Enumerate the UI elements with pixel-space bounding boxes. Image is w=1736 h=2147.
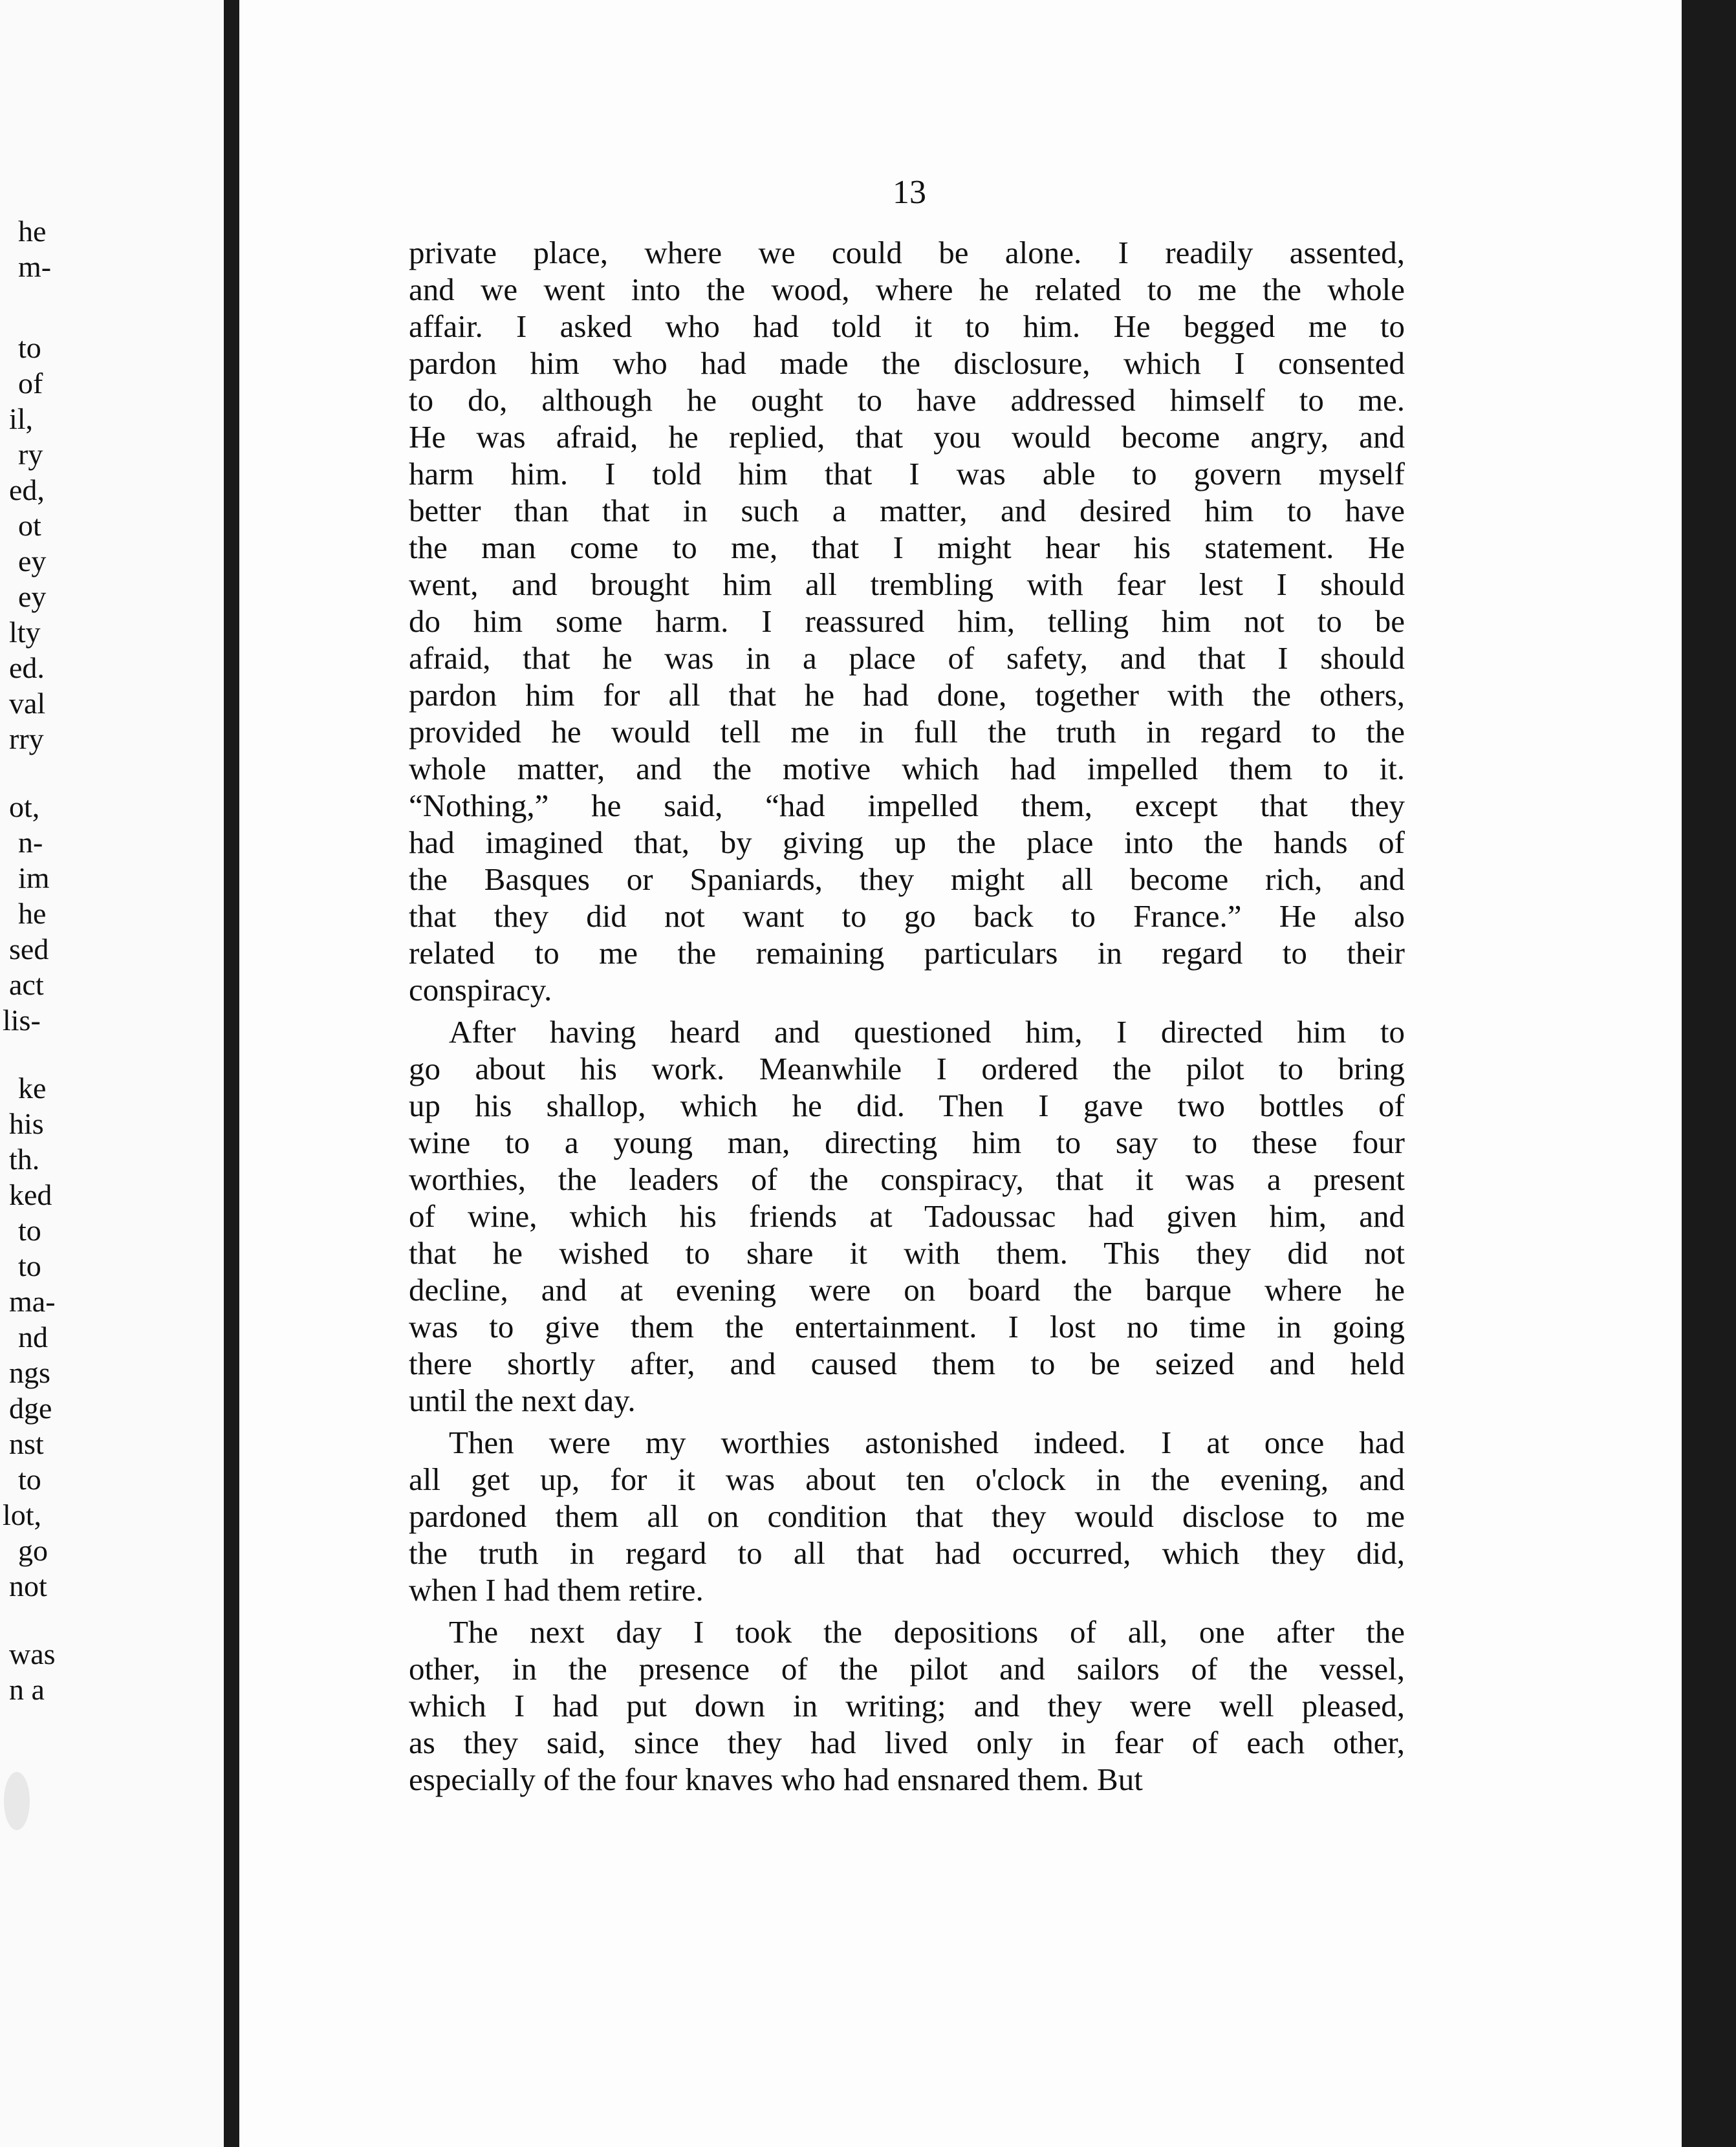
- left-page-fragment: his: [9, 1107, 44, 1140]
- text-line: of wine, which his friends at Tadoussac had given him, and: [409, 1198, 1405, 1234]
- left-page-fragment: ked: [9, 1178, 52, 1211]
- text-line: the Basques or Spaniards, they might all become rich, and: [409, 861, 1405, 897]
- text-line: until the next day.: [409, 1383, 636, 1418]
- left-page-fragment: im: [18, 861, 50, 894]
- text-line: wine to a young man, directing him to say to these four: [409, 1125, 1405, 1160]
- left-page-fragment: n a: [9, 1673, 45, 1706]
- left-page-fragment: ot: [18, 509, 41, 542]
- left-page-fragment: ot,: [9, 790, 40, 823]
- book-gutter: [224, 0, 239, 2147]
- left-page-fragment: to: [18, 331, 41, 364]
- left-page-fragment: not: [9, 1570, 47, 1602]
- left-page-fragment: nst: [9, 1427, 44, 1460]
- left-page-edge: [0, 0, 224, 2147]
- text-line: pardon him for all that he had done, together with the others,: [409, 677, 1405, 713]
- text-line: afraid, that he was in a place of safety, and that I should: [409, 640, 1405, 676]
- text-line: the man come to me, that I might hear his statement. He: [409, 530, 1405, 565]
- left-page-fragment: ry: [18, 438, 43, 471]
- text-line: affair. I asked who had told it to him. He begged me to: [409, 308, 1405, 344]
- left-page-fragment: ed.: [9, 651, 45, 684]
- text-line: that they did not want to go back to France.” He also: [409, 898, 1405, 934]
- text-line: there shortly after, and caused them to be seized and held: [409, 1346, 1405, 1381]
- left-page-fragment: to: [18, 1249, 41, 1282]
- left-page-fragment: lot,: [3, 1498, 42, 1531]
- left-page-fragment: lty: [9, 616, 41, 649]
- text-line: “Nothing,” he said, “had impelled them, except that they: [409, 788, 1405, 823]
- text-line: do him some harm. I reassured him, telling him not to be: [409, 603, 1405, 639]
- text-line: pardon him who had made the disclosure, which I consented: [409, 345, 1405, 381]
- left-page-fragment: act: [9, 968, 44, 1001]
- page-body-text: [409, 234, 1405, 1798]
- text-line: all get up, for it was about ten o'clock in the evening, and: [409, 1462, 1405, 1497]
- text-line: whole matter, and the motive which had impelled them to it.: [409, 751, 1405, 786]
- left-page-fragment: th.: [9, 1143, 40, 1176]
- text-line: went, and brought him all trembling with fear lest I should: [409, 566, 1405, 602]
- left-page-fragment: he: [18, 897, 47, 930]
- left-page-fragment: he: [18, 215, 47, 248]
- text-line: to do, although he ought to have addressed himself to me.: [409, 382, 1405, 418]
- text-line: up his shallop, which he did. Then I gave two bottles of: [409, 1088, 1405, 1123]
- text-line: After having heard and questioned him, I directed him to: [449, 1014, 1405, 1050]
- text-line: the truth in regard to all that had occurred, which they did,: [409, 1535, 1405, 1571]
- text-line: especially of the four knaves who had ensnared them. But: [409, 1762, 1143, 1797]
- text-line: and we went into the wood, where he related to me the whole: [409, 272, 1405, 307]
- left-page-fragment: was: [9, 1637, 56, 1670]
- left-page-fragment: to: [18, 1214, 41, 1247]
- left-page-fragment: dge: [9, 1392, 52, 1425]
- left-page-fragment: ed,: [9, 473, 45, 506]
- left-page-fragment: sed: [9, 933, 49, 966]
- left-page-fragment: of: [18, 367, 43, 400]
- page-edge-shadow: [1682, 0, 1736, 2147]
- left-page-fragment: ke: [18, 1072, 47, 1105]
- paragraph: [409, 1424, 1405, 1608]
- text-line: harm him. I told him that I was able to govern myself: [409, 456, 1405, 491]
- text-line: decline, and at evening were on board the barque where he: [409, 1272, 1405, 1308]
- text-line: He was afraid, he replied, that you would become angry, and: [409, 419, 1405, 455]
- left-page-fragment: ey: [18, 545, 47, 577]
- text-line: when I had them retire.: [409, 1572, 704, 1608]
- left-page-fragment: rry: [9, 722, 44, 755]
- text-line: that he wished to share it with them. This they did not: [409, 1235, 1405, 1271]
- left-page-fragment: val: [9, 687, 46, 720]
- text-line: private place, where we could be alone. I readily assented,: [409, 235, 1405, 270]
- left-page-fragment: n-: [18, 826, 43, 859]
- page-number: 13: [893, 174, 926, 211]
- text-line: Then were my worthies astonished indeed. I at once had: [449, 1425, 1405, 1460]
- left-page-fragment: lis-: [3, 1004, 41, 1037]
- left-page-fragment: nd: [18, 1321, 48, 1354]
- text-line: go about his work. Meanwhile I ordered the pilot to bring: [409, 1051, 1405, 1086]
- ink-blot: [4, 1772, 30, 1830]
- left-page-fragment: go: [18, 1534, 48, 1567]
- left-page-fragment: ma-: [9, 1285, 56, 1318]
- left-page-fragment: il,: [9, 402, 34, 435]
- left-page-fragment: ngs: [9, 1356, 50, 1389]
- paragraph: [409, 1613, 1405, 1798]
- paragraph: [409, 234, 1405, 1008]
- text-line: better than that in such a matter, and desired him to have: [409, 493, 1405, 528]
- text-line: had imagined that, by giving up the place into the hands of: [409, 825, 1405, 860]
- left-page-fragment: m-: [18, 250, 52, 283]
- text-line: worthies, the leaders of the conspiracy, that it was a present: [409, 1161, 1405, 1197]
- text-line: related to me the remaining particulars in regard to their: [409, 935, 1405, 971]
- text-line: The next day I took the depositions of all, one after the: [449, 1614, 1405, 1650]
- paragraph: [409, 1013, 1405, 1419]
- text-line: as they said, since they had lived only in fear of each other,: [409, 1725, 1405, 1760]
- text-line: pardoned them all on condition that they would disclose to me: [409, 1498, 1405, 1534]
- text-line: was to give them the entertainment. I lost no time in going: [409, 1309, 1405, 1344]
- text-line: conspiracy.: [409, 972, 552, 1008]
- text-line: which I had put down in writing; and they were well pleased,: [409, 1688, 1405, 1723]
- left-page-fragment: ey: [18, 580, 47, 613]
- text-line: provided he would tell me in full the truth in regard to the: [409, 714, 1405, 750]
- left-page-fragment: to: [18, 1463, 41, 1496]
- text-line: other, in the presence of the pilot and sailors of the vessel,: [409, 1651, 1405, 1687]
